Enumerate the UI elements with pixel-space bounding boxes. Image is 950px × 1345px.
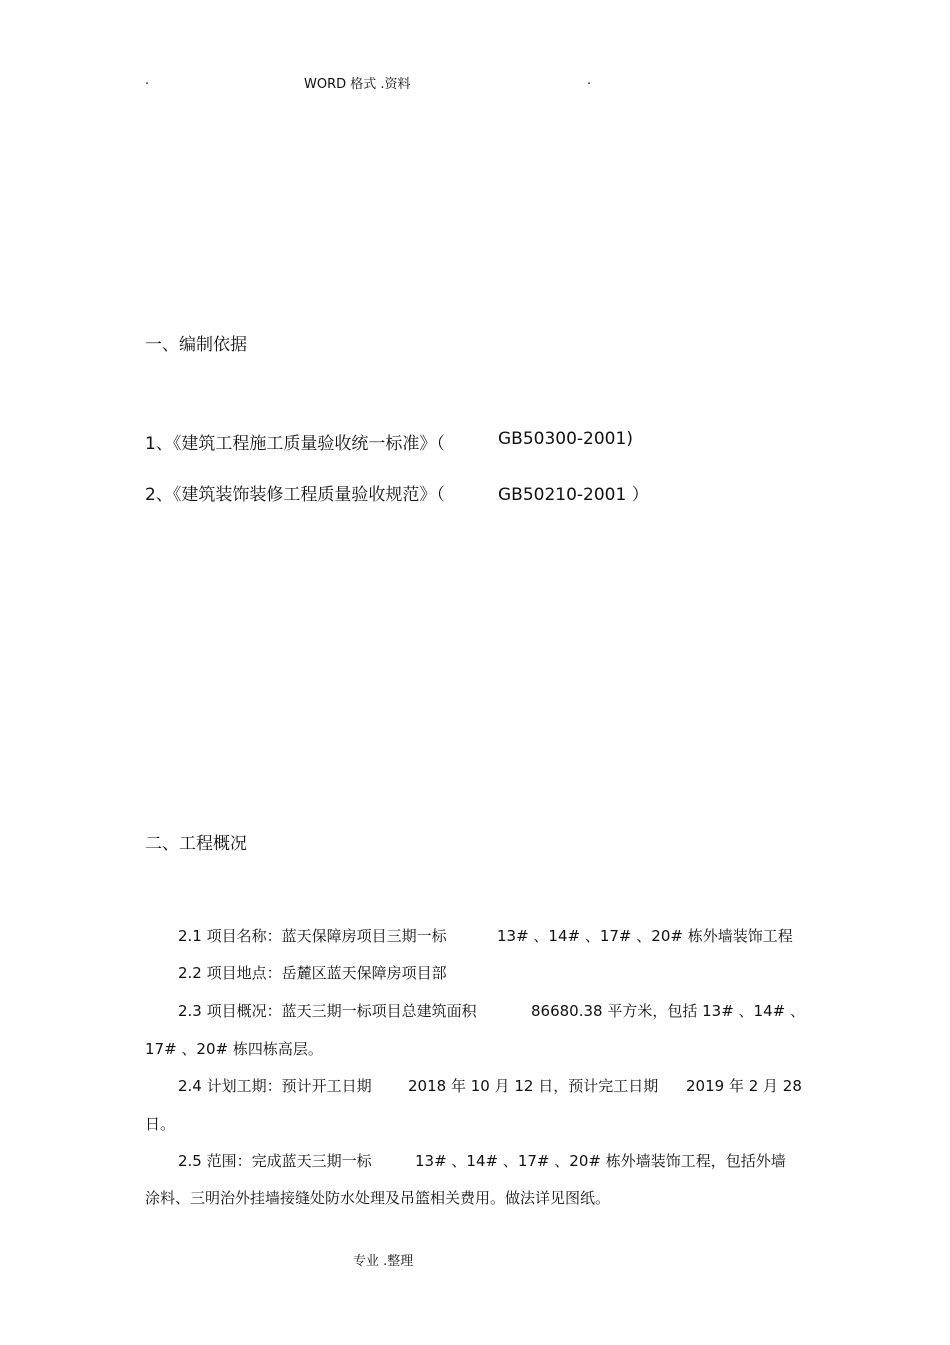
item-2-3-label: 2.3 项目概况：蓝天三期一标项目总建筑面积: [178, 1002, 477, 1020]
item-2-4-continued: [0, 1113, 950, 1135]
item-2-4-start-date: 2018 年 10 月 12 日，预计完工日期: [408, 1077, 659, 1095]
header-right-dot: .: [587, 73, 592, 88]
item-2-5-continuation: 涂料、三明治外挂墙接缝处防水处理及吊篮相关费用。做法详见图纸。: [145, 1189, 611, 1207]
page-footer: 专业 .整理: [353, 1254, 414, 1269]
item-2-2: [0, 962, 950, 984]
item-2-1-label: 2.1 项目名称：蓝天保障房项目三期一标: [178, 927, 447, 945]
reference-2-code: GB50210-2001 ）: [498, 485, 649, 505]
item-2-3-continuation: 17# 、20# 栋四栋高层。: [145, 1040, 323, 1058]
header-title: WORD 格式 .资料: [304, 77, 411, 92]
section-2-title: 二、工程概况: [145, 834, 247, 854]
item-2-3-continued: [0, 1038, 950, 1060]
reference-2: [145, 480, 649, 505]
section-1-title: 一、编制依据: [145, 335, 247, 355]
item-2-4: [0, 1075, 950, 1097]
item-2-2-label: 2.2 项目地点：岳麓区蓝天保障房项目部: [178, 964, 447, 982]
item-2-3-value: 86680.38 平方米，包括 13# 、14# 、: [531, 1002, 805, 1020]
item-2-4-end-date: 2019 年 2 月 28: [686, 1077, 802, 1095]
reference-1: [145, 429, 633, 454]
item-2-4-label: 2.4 计划工期：预计开工日期: [178, 1077, 372, 1095]
item-2-4-continuation: 日。: [145, 1115, 176, 1133]
item-2-5: [0, 1150, 950, 1172]
header-left-dot: .: [145, 73, 150, 88]
item-2-3: [0, 1000, 950, 1022]
item-2-1-value: 13# 、14# 、17# 、20# 栋外墙装饰工程: [497, 927, 793, 945]
reference-1-code: GB50300-2001): [498, 429, 633, 449]
item-2-1: [0, 925, 950, 947]
item-2-5-label: 2.5 范围：完成蓝天三期一标: [178, 1152, 372, 1170]
reference-2-name: 2、《建筑装饰装修工程质量验收规范》（: [145, 485, 445, 505]
item-2-5-value: 13# 、14# 、17# 、20# 栋外墙装饰工程，包括外墙: [415, 1152, 786, 1170]
item-2-5-continued: [0, 1187, 950, 1209]
reference-1-name: 1、《建筑工程施工质量验收统一标准》（: [145, 434, 445, 454]
